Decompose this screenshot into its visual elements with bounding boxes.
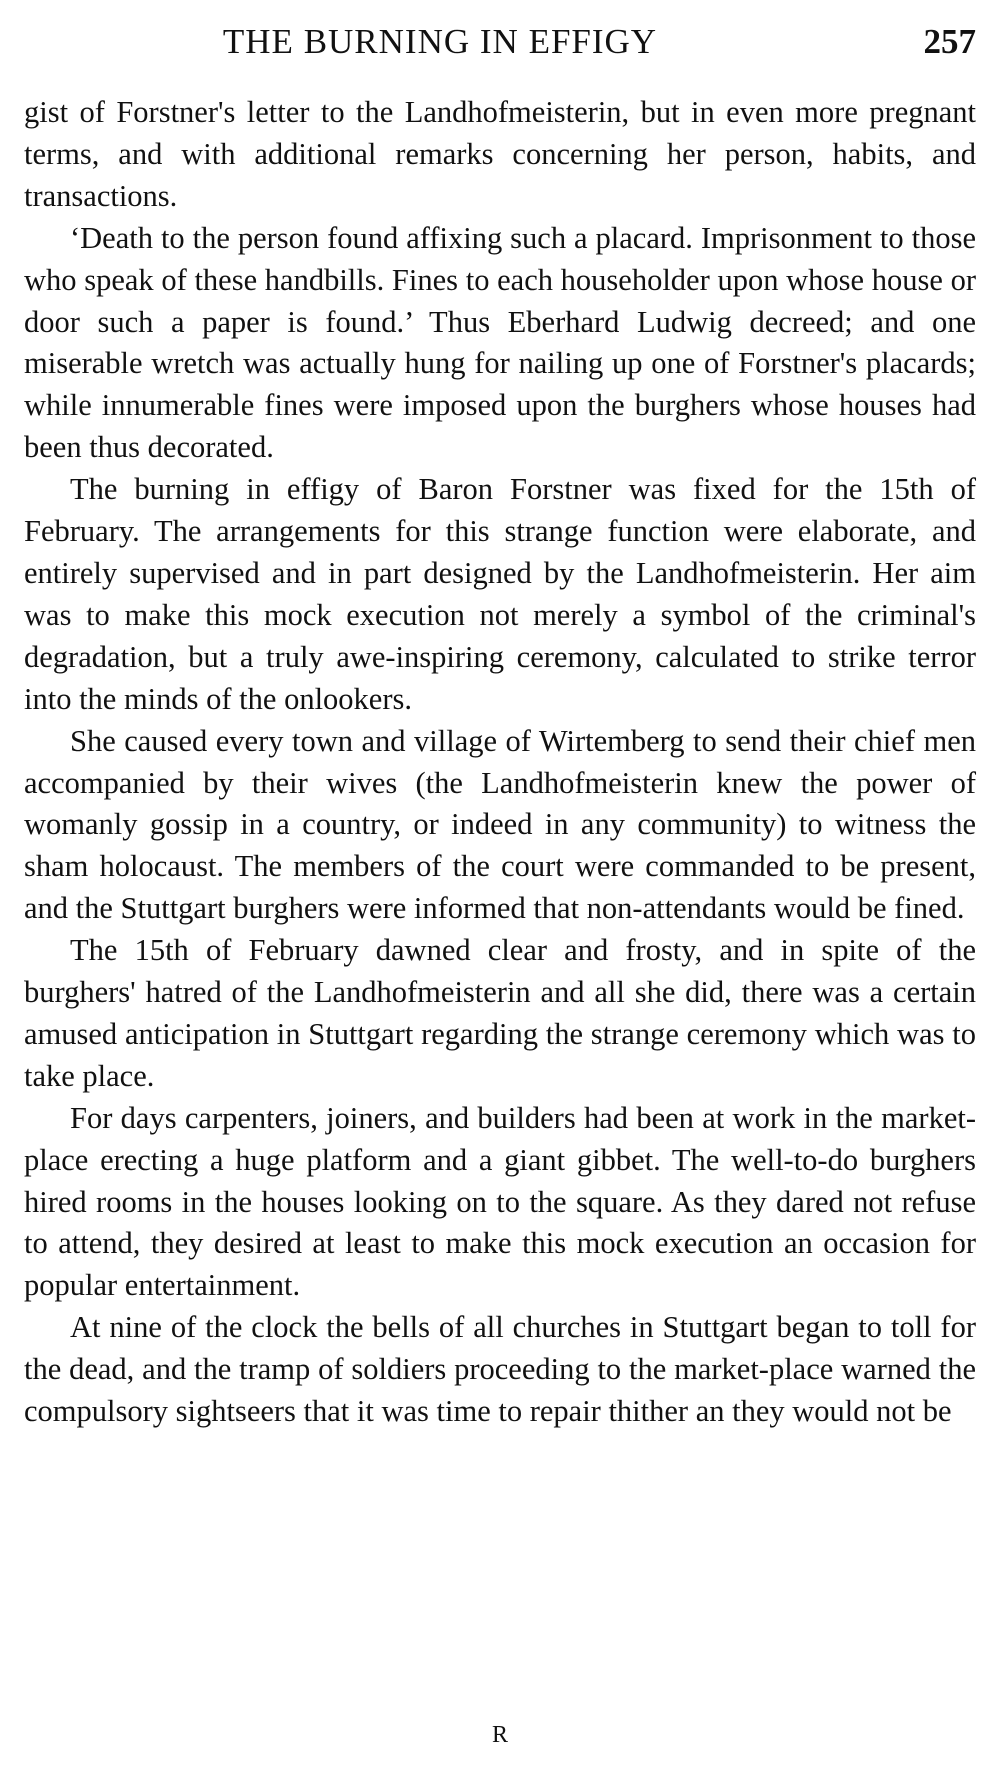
paragraph-bells-tolling: At nine of the clock the bells of all churches in Stuttgart began to toll for the dead, and the tramp of soldiers proceeding to the market-place warned the compulsory sightseers that it was time to repair thither an they would not be [24, 1310, 976, 1429]
paragraph-february-morning: The 15th of February dawned clear and frosty, and in spite of the burghers' hatred of the Landhofmeisterin and all she did, there was a certain amused anticipation in Stuttgart regarding the strange ceremony which was to take place. [24, 933, 976, 1093]
paragraph-burning-arrangements: The burning in effigy of Baron Forstner was fixed for the 15th of February. The arrangements for this strange function were elaborate, and entirely supervised and in part designed by the Landhofmeisterin. Her aim was to make this mock execution not merely a symbol of the criminal's degradation, but a truly awe-inspiring ceremony, calculated to strike terror into the minds of the onlookers. [24, 472, 976, 716]
page-number: 257 [923, 22, 976, 61]
paragraph-decree: ‘Death to the person found affixing such a placard. Imprisonment to those who speak of these handbills. Fines to each householder upon whose house or door such a paper is found.’ Thus Eberhard Ludwig decreed; and one miserable wretch was actually hung for nailing up one of Forstner's placards; while innumerable fines were imposed upon the burghers whose houses had been thus decorated. [24, 220, 976, 465]
running-head [0, 18, 1000, 66]
paragraph-witnesses: She caused every town and village of Wirtemberg to send their chief men accompanied by their wives (the Landhofmeisterin knew the power of womanly gossip in a country, or indeed in any community) to witness the sham holocaust. The members of the court were commanded to be present, and the Stuttgart burghers were informed that non-attendants would be fined. [24, 723, 976, 926]
paragraph-continued: gist of Forstner's letter to the Landhofmeisterin, but in even more pregnant terms, and with additional remarks concerning her person, habits, and transactions. [24, 95, 976, 213]
body-text [24, 92, 976, 1433]
running-title: THE BURNING IN EFFIGY [222, 22, 658, 61]
signature-mark: R [491, 1722, 508, 1748]
paragraph-platform-building: For days carpenters, joiners, and builders had been at work in the market-place erecting a huge platform and a giant gibbet. The well-to-do burghers hired rooms in the houses looking on to the square. As they dared not refuse to attend, they desired at least to make this mock execution an occasion for popular entertainment. [24, 1100, 976, 1303]
